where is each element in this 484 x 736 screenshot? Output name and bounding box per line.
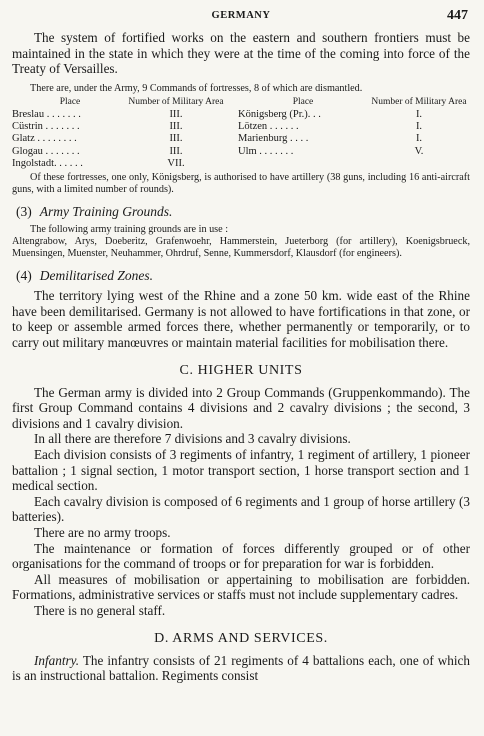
fortress-note: Of these fortresses, one only, Königsberg, is authorised to have artillery (38 guns, including 16 anti-aircraft guns, with a limited number of rounds). <box>12 172 470 196</box>
section-4-title: Demilitarised Zones. <box>39 268 153 284</box>
table-row <box>12 158 470 170</box>
table-row <box>12 109 470 121</box>
higher-units-paragraph: There are no army troops. <box>34 524 171 540</box>
higher-units-paragraph: The German army is divided into 2 Group Commands (Gruppenkommando). The first Group Command contains 4 divisions and 2 cavalry divisions ; the second, 3 divisions and 1 cavalry division. <box>12 384 470 431</box>
table-cell: Ingolstadt. . . . . . <box>12 157 83 169</box>
section-d-heading: D. ARMS AND SERVICES. <box>154 630 328 646</box>
higher-units-paragraph: All measures of mobilisation or appertaining to mobilisation are forbidden. Formations, administrative services or staffs must not include supplementary cadres. <box>12 571 470 603</box>
running-head <box>12 6 470 26</box>
table-cell: Breslau . . . . . . . <box>12 108 81 120</box>
higher-units-paragraph: The maintenance or formation of forces differently grouped or of other organisations for the command of troops or for preparation for war is forbidden. <box>12 540 470 572</box>
higher-units-paragraph: There is no general staff. <box>34 602 166 618</box>
table-cell: I. <box>415 133 423 145</box>
infantry-paragraph <box>12 653 470 684</box>
table-cell: III. <box>169 133 183 145</box>
higher-units-paragraph: Each division consists of 3 regiments of infantry, 1 regiment of artillery, 1 pioneer battalion ; 1 signal section, 1 motor transport section, 1 horse transport section and 1 medical section. <box>12 447 470 494</box>
fortress-table <box>12 97 470 170</box>
table-cell <box>368 158 470 170</box>
fortress-table-header <box>12 97 470 109</box>
infantry-label: Infantry. <box>34 652 80 668</box>
section-c-heading: C. HIGHER UNITS <box>179 362 303 378</box>
table-cell: VII. <box>167 157 185 169</box>
table-cell: Cüstrin . . . . . . . <box>12 121 80 133</box>
table-cell: Königsberg (Pr.). . . <box>238 108 321 120</box>
training-grounds-lead: The following army training grounds are in use : <box>30 224 229 236</box>
table-cell: III. <box>169 145 183 157</box>
header-place-right: Place <box>292 96 314 107</box>
higher-units-paragraph: Each cavalry division is composed of 6 regiments and 1 group of horse artillery (3 batteries). <box>12 493 470 525</box>
running-head-title: GERMANY <box>211 10 271 21</box>
header-place-left: Place <box>59 96 81 107</box>
section-3-heading <box>16 204 470 220</box>
section-4-number: (4) <box>16 268 32 284</box>
header-area-left: Number of Military Area <box>128 96 224 107</box>
section-4-heading <box>16 268 470 284</box>
infantry-text: The infantry consists of 21 regiments of 4 battalions each, one of which is an instructional battalion. Regiments consist <box>12 652 470 684</box>
table-cell: I. <box>415 121 423 133</box>
page-number: 447 <box>447 8 468 23</box>
demilitarised-paragraph: The territory lying west of the Rhine and a zone 50 km. wide east of the Rhine have been demilitarised. Germany is not allowed to have fortifications in that zone, or to keep or assemble armed forces there, whether permanently or temporarily, or to carry out military manœuvres or maintain material facilities for mobilisation there. <box>12 288 470 351</box>
table-cell: Marienburg . . . . <box>238 133 309 145</box>
table-cell: V. <box>414 145 424 157</box>
higher-units-paragraph: In all there are therefore 7 divisions and 3 cavalry divisions. <box>34 431 351 447</box>
section-3-number: (3) <box>16 204 32 220</box>
table-cell: Glatz . . . . . . . . <box>12 133 77 145</box>
table-cell: III. <box>169 121 183 133</box>
table-cell: Glogau . . . . . . . <box>12 145 80 157</box>
table-row <box>12 121 470 133</box>
table-cell: Lötzen . . . . . . <box>238 121 299 133</box>
table-cell <box>224 158 368 170</box>
fortress-intro: There are, under the Army, 9 Commands of fortresses, 8 of which are dismantled. <box>30 82 363 94</box>
header-area-right: Number of Military Area <box>371 96 467 107</box>
table-row <box>12 133 470 145</box>
section-3-title: Army Training Grounds. <box>39 204 173 220</box>
table-cell: I. <box>415 108 423 120</box>
training-grounds-list: Altengrabow, Arys, Doeberitz, Grafenwoehr, Hammerstein, Jueterborg (for artillery), Koenigsbrueck, Muensingen, Muenster, Neuhammer, Ohrdruf, Senne, Kummersdorf, Klausdorf (for engineers). <box>12 236 470 260</box>
table-cell: Ulm . . . . . . . <box>238 145 294 157</box>
table-row <box>12 146 470 158</box>
table-cell: III. <box>169 108 183 120</box>
intro-paragraph: The system of fortified works on the eastern and southern frontiers must be maintained in the state in which they were at the time of the coming into force of the Treaty of Versailles. <box>12 30 470 77</box>
